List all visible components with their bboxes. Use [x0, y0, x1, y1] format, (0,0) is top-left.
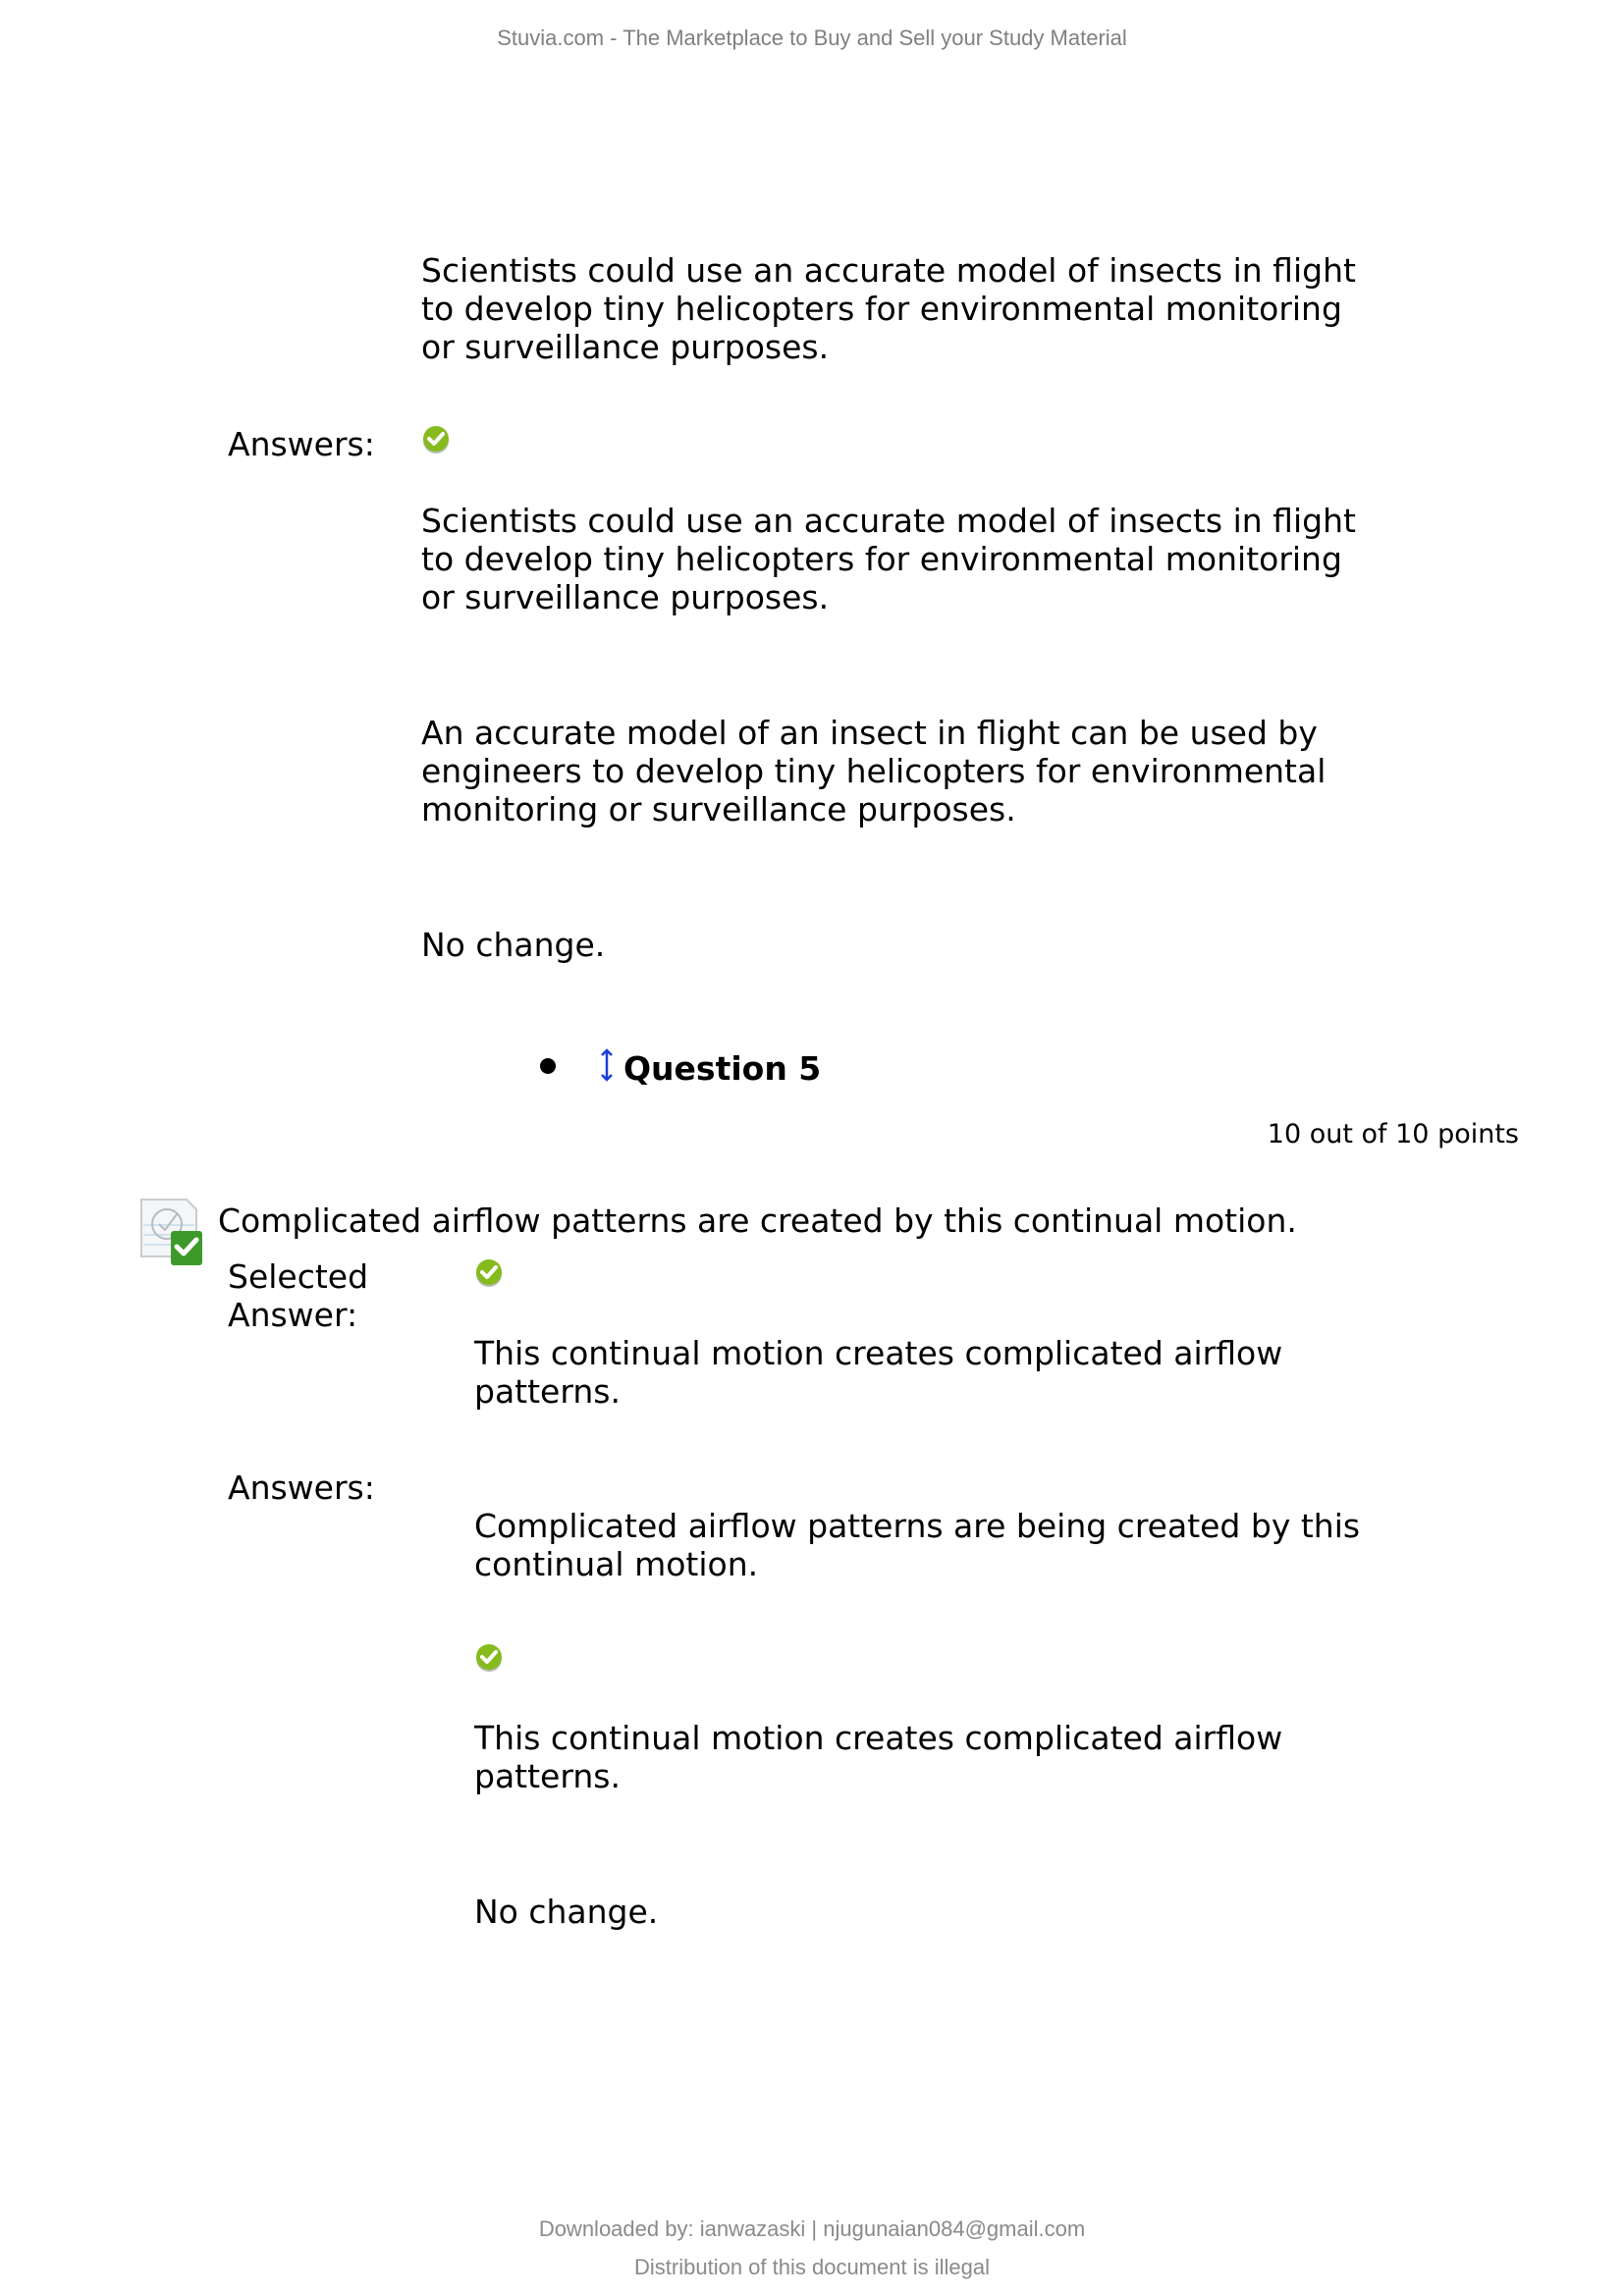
answer-option: Complicated airflow patterns are being created by this continual motion. — [474, 1507, 1361, 1583]
question-title: Question 5 — [623, 1049, 822, 1088]
correct-check-icon — [474, 1258, 504, 1288]
correct-answer-icon — [139, 1198, 212, 1268]
answer-option: This continual motion creates complicated airflow patterns. — [474, 1719, 1283, 1795]
question-prompt: Complicated airflow patterns are created by this continual motion. — [218, 1201, 1297, 1240]
answer-option: An accurate model of an insect in flight can be used by engineers to develop tiny helicopters for environmental monitoring or surveillance purposes. — [421, 714, 1326, 828]
answers-label: Answers: — [228, 425, 375, 463]
correct-check-icon — [421, 425, 451, 454]
question-points: 10 out of 10 points — [1267, 1119, 1519, 1149]
answer-option: No change. — [421, 926, 606, 964]
footer-distribution-notice: Distribution of this document is illegal — [634, 2255, 990, 2279]
answer-option: Scientists could use an accurate model of insects in flight to develop tiny helicopters for environmental monitoring or surveillance purposes. — [421, 502, 1356, 616]
bullet — [540, 1058, 556, 1074]
answers-label: Answers: — [228, 1468, 375, 1507]
footer-downloaded-by: Downloaded by: ianwazaski | njugunaian084@gmail.com — [538, 2216, 1086, 2241]
correct-check-icon — [474, 1643, 504, 1673]
selected-answer-label: Selected Answer: — [228, 1257, 369, 1334]
answer-option: No change. — [474, 1893, 659, 1931]
header-watermark: Stuvia.com - The Marketplace to Buy and Sell your Study Material — [497, 26, 1127, 50]
selected-answer-text: Scientists could use an accurate model of insects in flight to develop tiny helicopters for environmental monitoring or surveillance purposes. — [421, 251, 1356, 366]
reorder-arrow-icon[interactable] — [599, 1048, 615, 1082]
selected-answer-text: This continual motion creates complicated airflow patterns. — [474, 1334, 1283, 1411]
